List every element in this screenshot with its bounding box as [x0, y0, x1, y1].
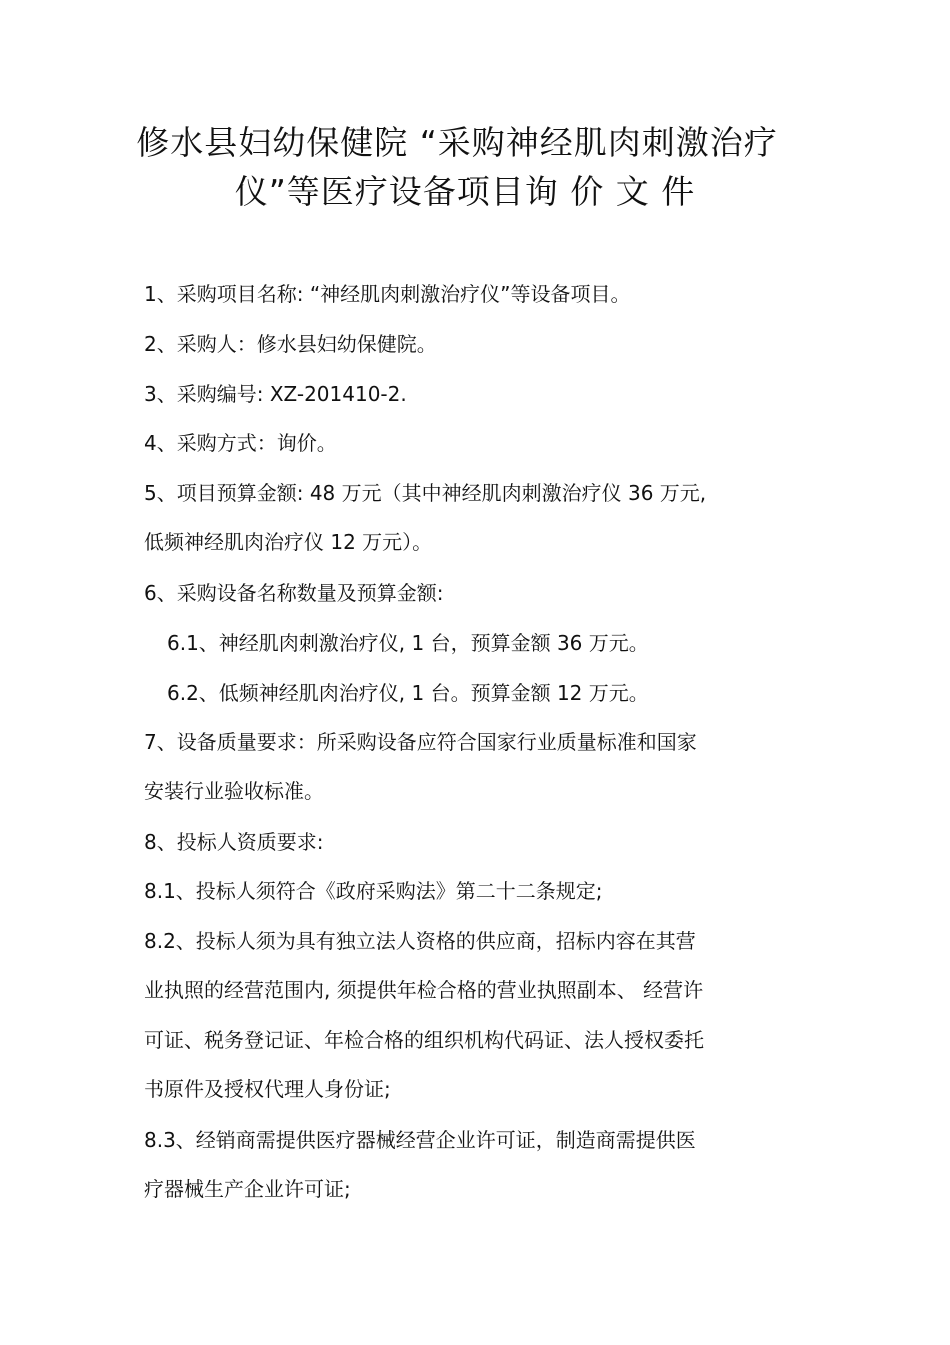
- item-6-2-equipment: 6.2、低频神经肌肉治疗仪, 1 台。预算金额 12 万元。: [167, 681, 649, 705]
- item-8-2-qualification: 8.2、投标人须为具有独立法人资格的供应商，招标内容在其营: [144, 929, 696, 953]
- document-title-line-1: 修水县妇幼保健院 “采购神经肌肉刺激治疗: [136, 123, 778, 162]
- item-7-quality-continued: 安装行业验收标准。: [144, 779, 324, 803]
- item-8-2-continued-2: 可证、税务登记证、年检合格的组织机构代码证、法人授权委托: [144, 1028, 704, 1052]
- item-5-budget-continued: 低频神经肌肉治疗仪 12 万元）。: [144, 530, 433, 554]
- item-8-3-qualification: 8.3、经销商需提供医疗器械经营企业许可证，制造商需提供医: [144, 1128, 696, 1152]
- item-6-equipment-list: 6、采购设备名称数量及预算金额:: [144, 581, 444, 605]
- item-1-project-name: 1、采购项目名称: “神经肌肉刺激治疗仪”等设备项目。: [144, 282, 631, 306]
- item-7-quality-requirements: 7、设备质量要求：所采购设备应符合国家行业质量标准和国家: [144, 730, 697, 754]
- item-8-3-continued: 疗器械生产企业许可证;: [144, 1177, 351, 1201]
- item-8-2-continued-3: 书原件及授权代理人身份证;: [144, 1077, 391, 1101]
- item-5-budget: 5、项目预算金额: 48 万元（其中神经肌肉刺激治疗仪 36 万元,: [144, 481, 707, 505]
- document-title-line-2: 仪”等医疗设备项目询 价 文 件: [234, 172, 696, 211]
- item-3-purchase-number: 3、采购编号: XZ-201410-2.: [144, 382, 407, 406]
- item-4-purchase-method: 4、采购方式：询价。: [144, 431, 337, 455]
- item-8-2-continued-1: 业执照的经营范围内, 须提供年检合格的营业执照副本、 经营许: [144, 978, 704, 1002]
- item-8-bidder-qualifications: 8、投标人资质要求:: [144, 830, 324, 854]
- item-8-1-qualification: 8.1、投标人须符合《政府采购法》第二十二条规定;: [144, 879, 603, 903]
- item-6-1-equipment: 6.1、神经肌肉刺激治疗仪, 1 台，预算金额 36 万元。: [167, 631, 649, 655]
- item-2-purchaser: 2、采购人：修水县妇幼保健院。: [144, 332, 437, 356]
